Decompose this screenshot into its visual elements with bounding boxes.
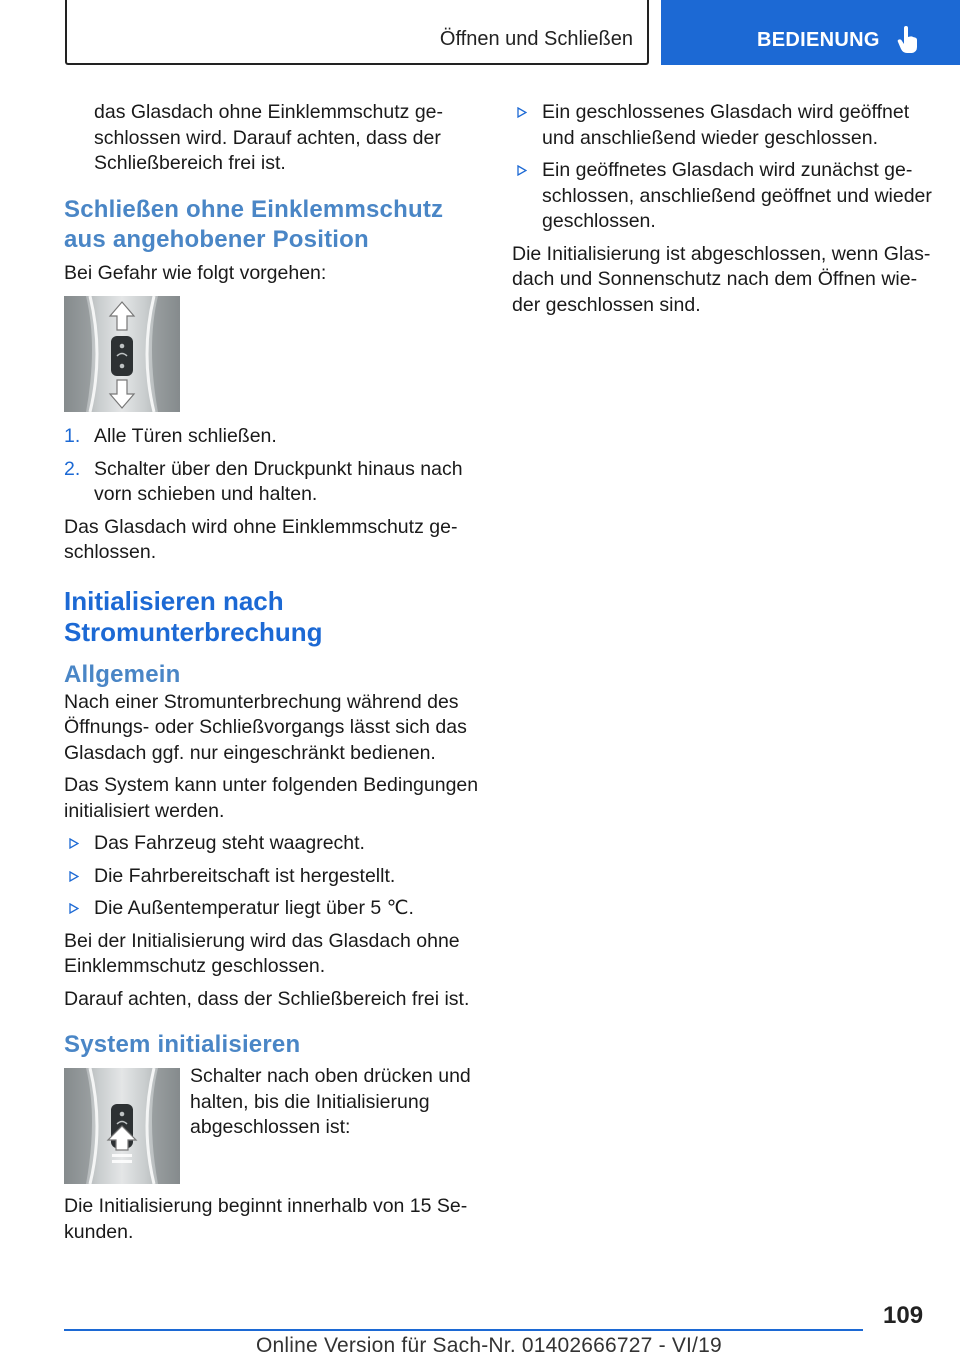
triangle-bullet-icon bbox=[69, 871, 79, 882]
triangle-bullet-icon bbox=[69, 838, 79, 849]
header-chapter-title: BEDIENUNG bbox=[757, 29, 880, 51]
list-item bbox=[64, 424, 484, 450]
triangle-bullet-icon bbox=[69, 903, 79, 914]
footer-online-version: Online Version für Sach-Nr. 01402666727 - VI/19 bbox=[256, 1334, 722, 1357]
general-paragraph-3: Bei der Initialisierung wird das Glasdach ohne Einklemmschutz geschlossen. bbox=[64, 929, 460, 977]
heading-system-initialize: System initialisieren bbox=[64, 1031, 301, 1058]
step-text: Schalter über den Druckpunkt hinaus nach vorn schieben und halten. bbox=[94, 457, 463, 505]
condition-text: Das Fahrzeug steht waagrecht. bbox=[94, 832, 365, 854]
step-number: 1. bbox=[64, 425, 81, 447]
system-initialize-block bbox=[64, 1066, 484, 1194]
bullet-text: Ein geöffnetes Glasdach wird zunächst geschlossen, anschließend geöffnet und wieder geschlossen. bbox=[542, 159, 932, 232]
closing-paragraph: Die Initialisierung ist abgeschlossen, wenn Glasdach und Sonnenschutz nach dem Öffnen wieder geschlossen sind. bbox=[512, 242, 931, 316]
header-chapter-box bbox=[661, 0, 960, 65]
intro-paragraph: das Glasdach ohne Einklemmschutz geschlossen wird. Darauf achten, dass der Schließbereich frei ist. bbox=[94, 101, 444, 174]
switch-illustration-up bbox=[64, 1068, 180, 1184]
list-item bbox=[512, 158, 932, 235]
list-item bbox=[64, 457, 484, 508]
condition-text: Die Fahrbereitschaft ist hergestellt. bbox=[94, 864, 396, 887]
bullet-text: Ein geschlossenes Glasdach wird geöffnet und anschließend wieder geschlossen. bbox=[542, 101, 910, 149]
heading-general: Allgemein bbox=[64, 660, 181, 688]
heading-close-without-protection: Schließen ohne Einklemmschutz aus angehobener Position bbox=[64, 195, 444, 253]
list-item bbox=[512, 100, 932, 151]
switch-illustration-push bbox=[64, 296, 180, 412]
list-item bbox=[64, 831, 484, 857]
right-column bbox=[512, 100, 932, 325]
close-result-paragraph: Das Glasdach wird ohne Einklemmschutz geschlossen. bbox=[64, 515, 458, 563]
general-paragraph-2: Das System kann unter folgenden Bedingungen initialisiert werden. bbox=[64, 774, 479, 822]
hand-pointer-icon bbox=[897, 26, 919, 54]
triangle-bullet-icon bbox=[517, 165, 527, 176]
system-initialize-text: Schalter nach oben drücken und halten, bis die Initialisierung abgeschlossen ist: bbox=[190, 1065, 471, 1138]
system-result-paragraph: Die Initialisierung beginnt innerhalb von 15 Sekunden. bbox=[64, 1195, 468, 1243]
page-number: 109 bbox=[883, 1302, 924, 1329]
condition-text: Die Außentemperatur liegt über 5 ℃. bbox=[94, 897, 414, 919]
page-header bbox=[0, 0, 960, 66]
header-section-title: Öffnen und Schließen bbox=[439, 28, 633, 50]
step-number: 2. bbox=[64, 457, 81, 480]
general-paragraph-4: Darauf achten, dass der Schließbereich frei ist. bbox=[64, 987, 470, 1010]
list-item bbox=[64, 864, 484, 890]
general-paragraph-1: Nach einer Stromunterbrechung während des Öffnungs- oder Schließvorgangs lässt sich das Glasdach ggf. nur eingeschränkt bedienen. bbox=[64, 690, 467, 764]
list-item bbox=[64, 896, 484, 922]
header-section-box bbox=[65, 0, 649, 65]
footer-divider bbox=[64, 1329, 863, 1331]
close-intro-paragraph: Bei Gefahr wie folgt vorgehen: bbox=[64, 261, 327, 284]
left-column bbox=[64, 100, 484, 1252]
triangle-bullet-icon bbox=[517, 107, 527, 118]
step-text: Alle Türen schließen. bbox=[94, 425, 277, 447]
heading-initialize: Initialisieren nach Stromunterbrechung bbox=[64, 585, 323, 647]
